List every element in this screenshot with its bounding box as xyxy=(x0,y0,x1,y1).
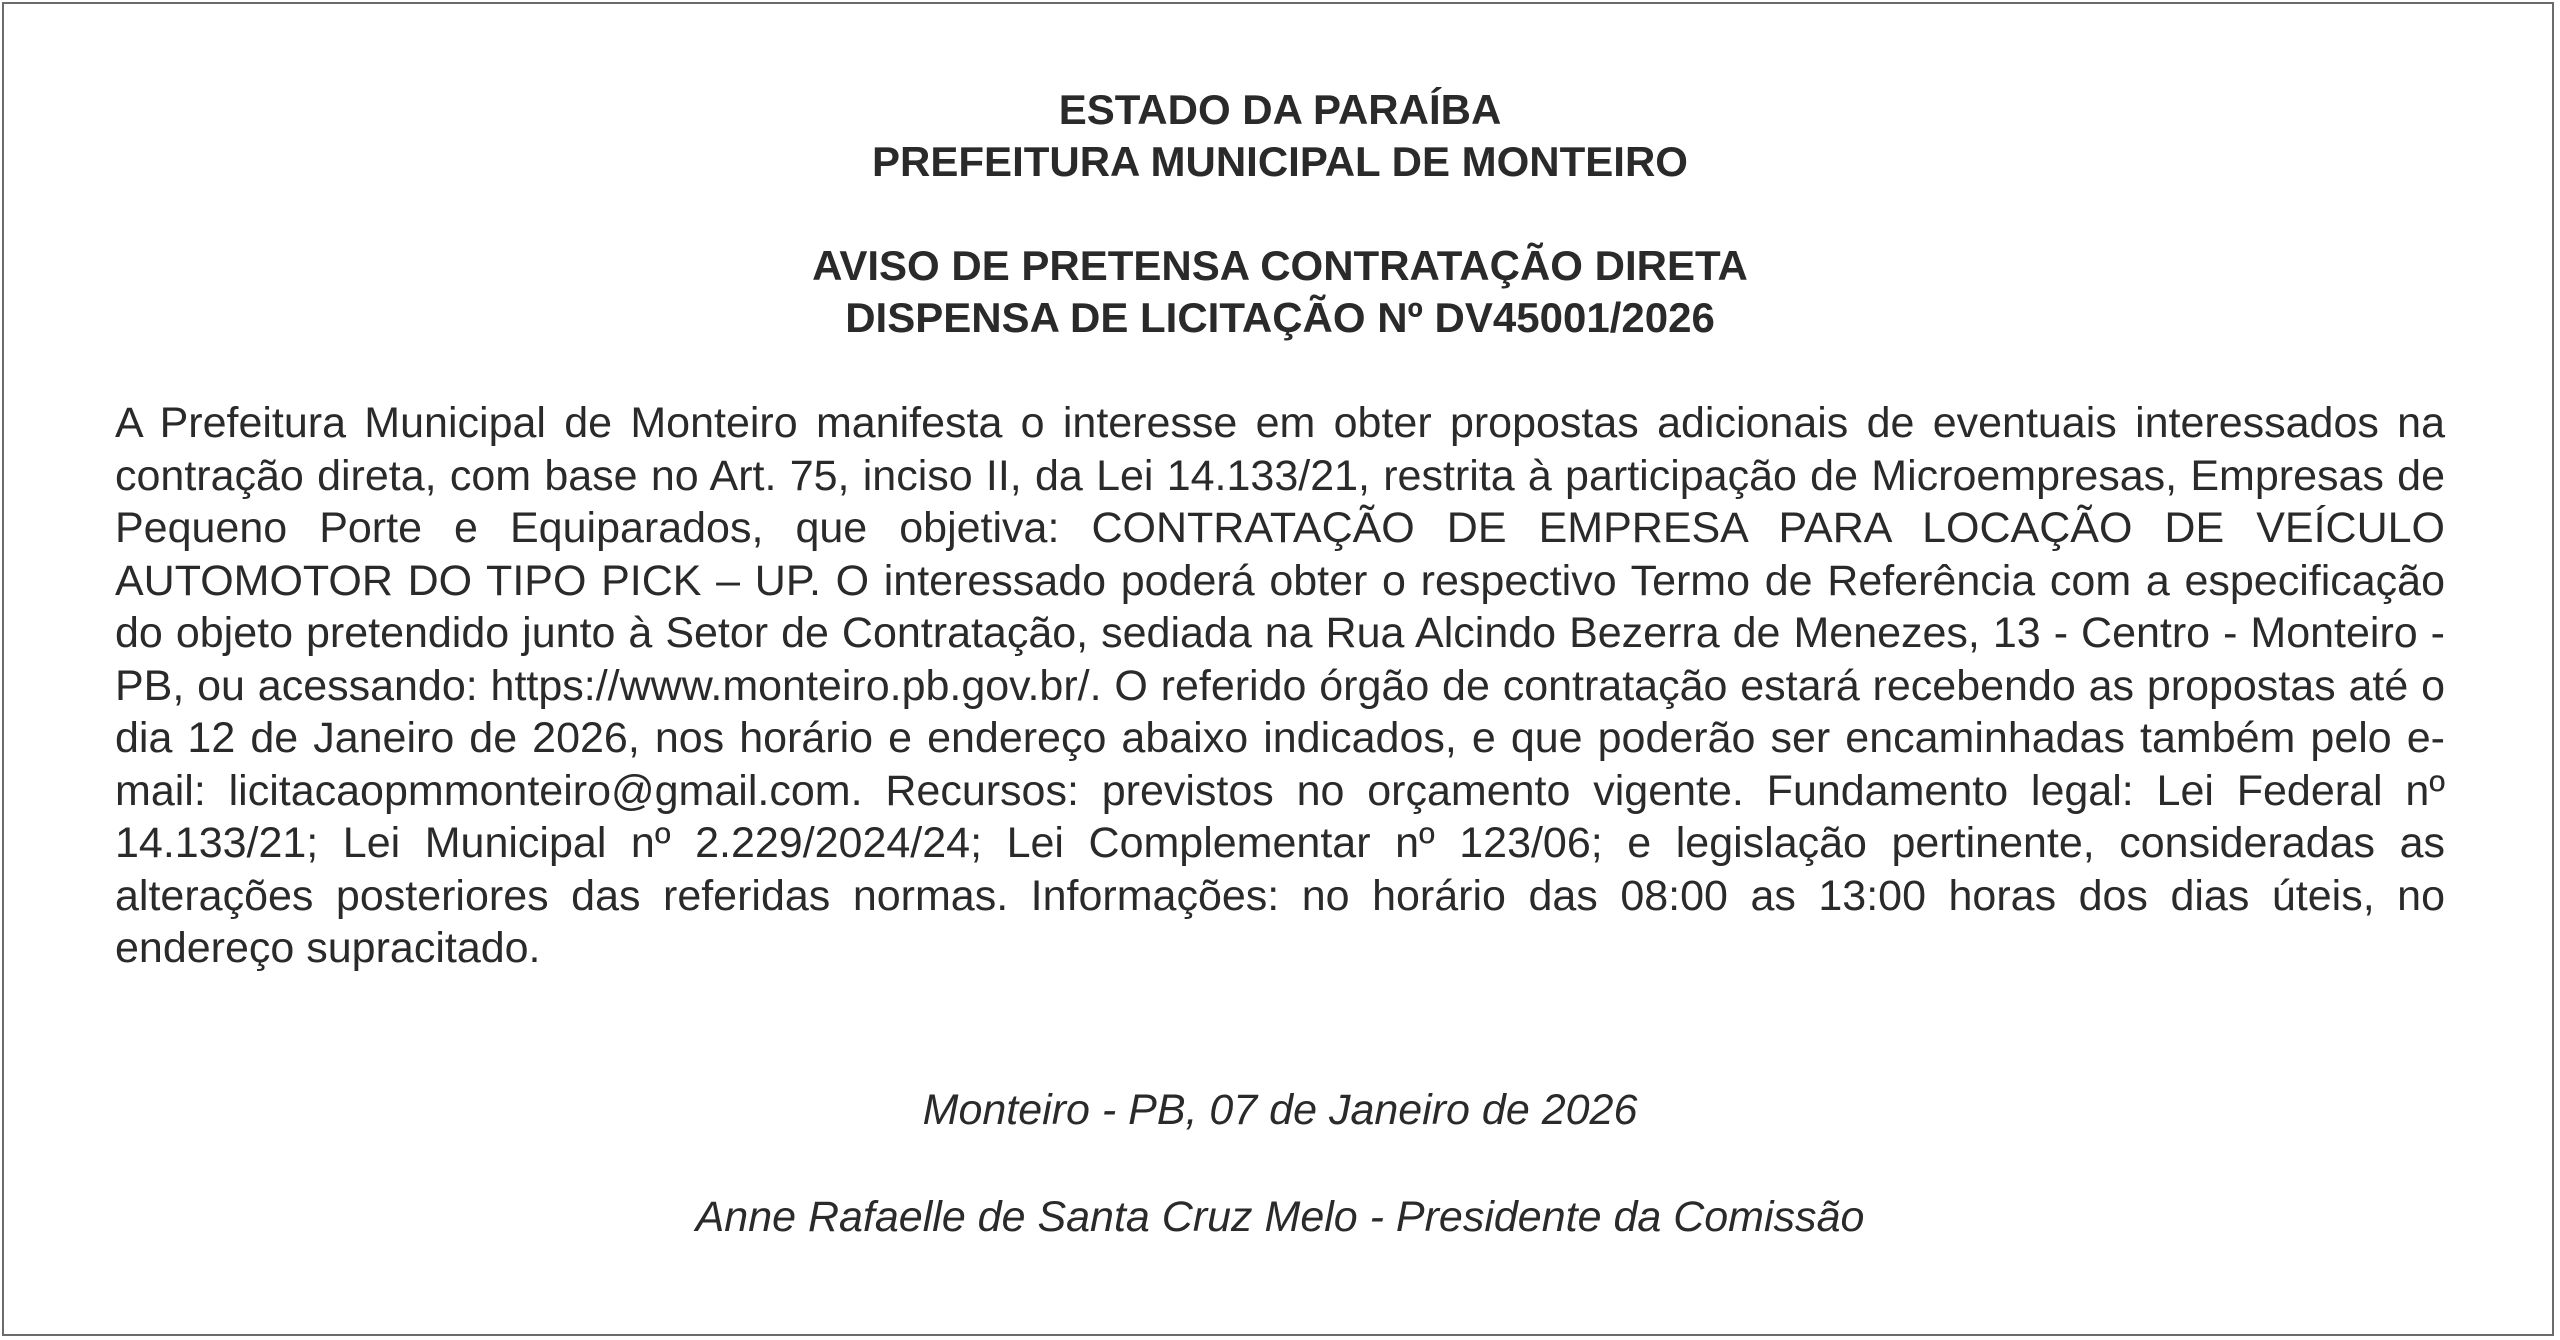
notice-body: A Prefeitura Municipal de Monteiro manifesta o interesse em obter propostas adicionais de eventuais interessados na contração direta, com base no Art. 75, inciso II, da Lei 14.133/21, restrita à participação de Microempresas, Empresas de Pequeno Porte e Equiparados, que objetiva: CONTRATAÇÃO DE EMPRESA PARA LOCAÇÃO DE VEÍCULO AUTOMOTOR DO TIPO PICK – UP. O interessado poderá obter o respectivo Termo de Referência com a especificação do objeto pretendido junto à Setor de Contratação, sediada na Rua Alcindo Bezerra de Menezes, 13 - Centro - Monteiro - PB, ou acessando: https://www.monteiro.pb.gov.br/. O referido órgão de contratação estará recebendo as propostas até o dia 12 de Janeiro de 2026, nos horário e endereço abaixo indicados, e que poderão ser encaminhadas também pelo e-mail: licitacaopmmonteiro@gmail.com. Recursos: previstos no orçamento vigente. Fundamento legal: Lei Federal nº 14.133/21; Lei Municipal nº 2.229/2024/24; Lei Complementar nº 123/06; e legislação pertinente, consideradas as alterações posteriores das referidas normas. Informações: no horário das 08:00 as 13:00 horas dos dias úteis, no endereço supracitado. xyxy=(115,399,2445,972)
notice-heading xyxy=(0,240,2560,344)
notice-title: AVISO DE PRETENSA CONTRATAÇÃO DIRETA xyxy=(812,242,1748,289)
state-name: ESTADO DA PARAÍBA xyxy=(1058,86,1502,133)
notice-number: DISPENSA DE LICITAÇÃO Nº DV45001/2026 xyxy=(845,294,1715,341)
signature-line: Anne Rafaelle de Santa Cruz Melo - Presidente da Comissão xyxy=(695,1193,1865,1241)
municipality-name: PREFEITURA MUNICIPAL DE MONTEIRO xyxy=(872,138,1688,185)
place-date: Monteiro - PB, 07 de Janeiro de 2026 xyxy=(922,1086,1638,1134)
issuer-header xyxy=(0,84,2560,188)
